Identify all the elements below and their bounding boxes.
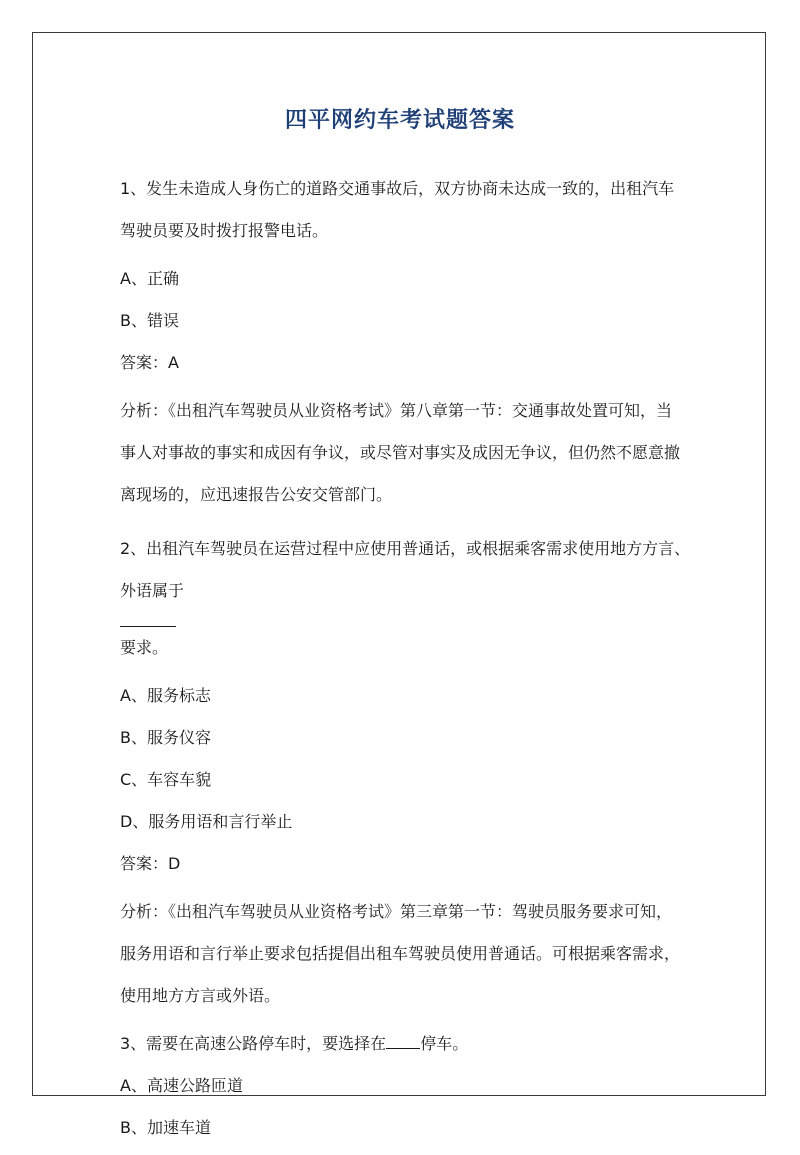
analysis-line: 事人对事故的事实和成因有争议，或尽管对事实及成因无争议，但仍然不愿意撤 (120, 443, 681, 462)
document-body (120, 168, 690, 1155)
analysis-line: 服务用语和言行举止要求包括提倡出租车驾驶员使用普通话。可根据乘客需求， (120, 944, 681, 963)
answer-text: 答案：D (120, 854, 181, 873)
answer-blank (386, 1034, 420, 1049)
question-stem-line: 2、出租汽车驾驶员在运营过程中应使用普通话，或根据乘客需求使用地方方言、 (120, 539, 691, 558)
page-title: 四平网约车考试题答案 (284, 108, 515, 133)
question-stem-line-with-blank (120, 570, 690, 669)
answer-blank (120, 612, 176, 627)
answer-text: 答案：A (120, 353, 179, 372)
option-text: B、加速车道 (120, 1118, 211, 1137)
question-stem-line: 1、发生未造成人身伤亡的道路交通事故后，双方协商未达成一致的，出租汽车 (120, 179, 675, 198)
question-3-stem (120, 1029, 690, 1059)
stem-suffix: 要求。 (120, 638, 169, 657)
analysis-line: 使用地方方言或外语。 (120, 986, 281, 1005)
analysis-line: 离现场的，应迅速报告公安交管部门。 (120, 485, 393, 504)
option-text: B、服务仪容 (120, 728, 211, 747)
option-text: D、服务用语和言行举止 (120, 812, 293, 831)
stem-prefix: 外语属于 (120, 581, 185, 600)
stem-suffix: 停车。 (420, 1034, 469, 1053)
question-2-stem (120, 528, 690, 669)
option-text: A、正确 (120, 269, 179, 288)
analysis-line: 分析：《出租汽车驾驶员从业资格考试》第八章第一节：交通事故处置可知，当 (120, 401, 673, 420)
option-text: C、车容车貌 (120, 770, 212, 789)
analysis-line: 分析：《出租汽车驾驶员从业资格考试》第三章第一节：驾驶员服务要求可知， (120, 902, 673, 921)
question-1-stem (120, 168, 690, 252)
question-stem-line: 驾驶员要及时拨打报警电话。 (120, 221, 329, 240)
question-2-analysis (120, 891, 690, 1017)
question-1-analysis (120, 390, 690, 516)
option-text: A、服务标志 (120, 686, 211, 705)
option-text: B、错误 (120, 311, 179, 330)
stem-prefix: 3、需要在高速公路停车时，要选择在 (120, 1034, 387, 1053)
option-text: A、高速公路匝道 (120, 1076, 243, 1095)
